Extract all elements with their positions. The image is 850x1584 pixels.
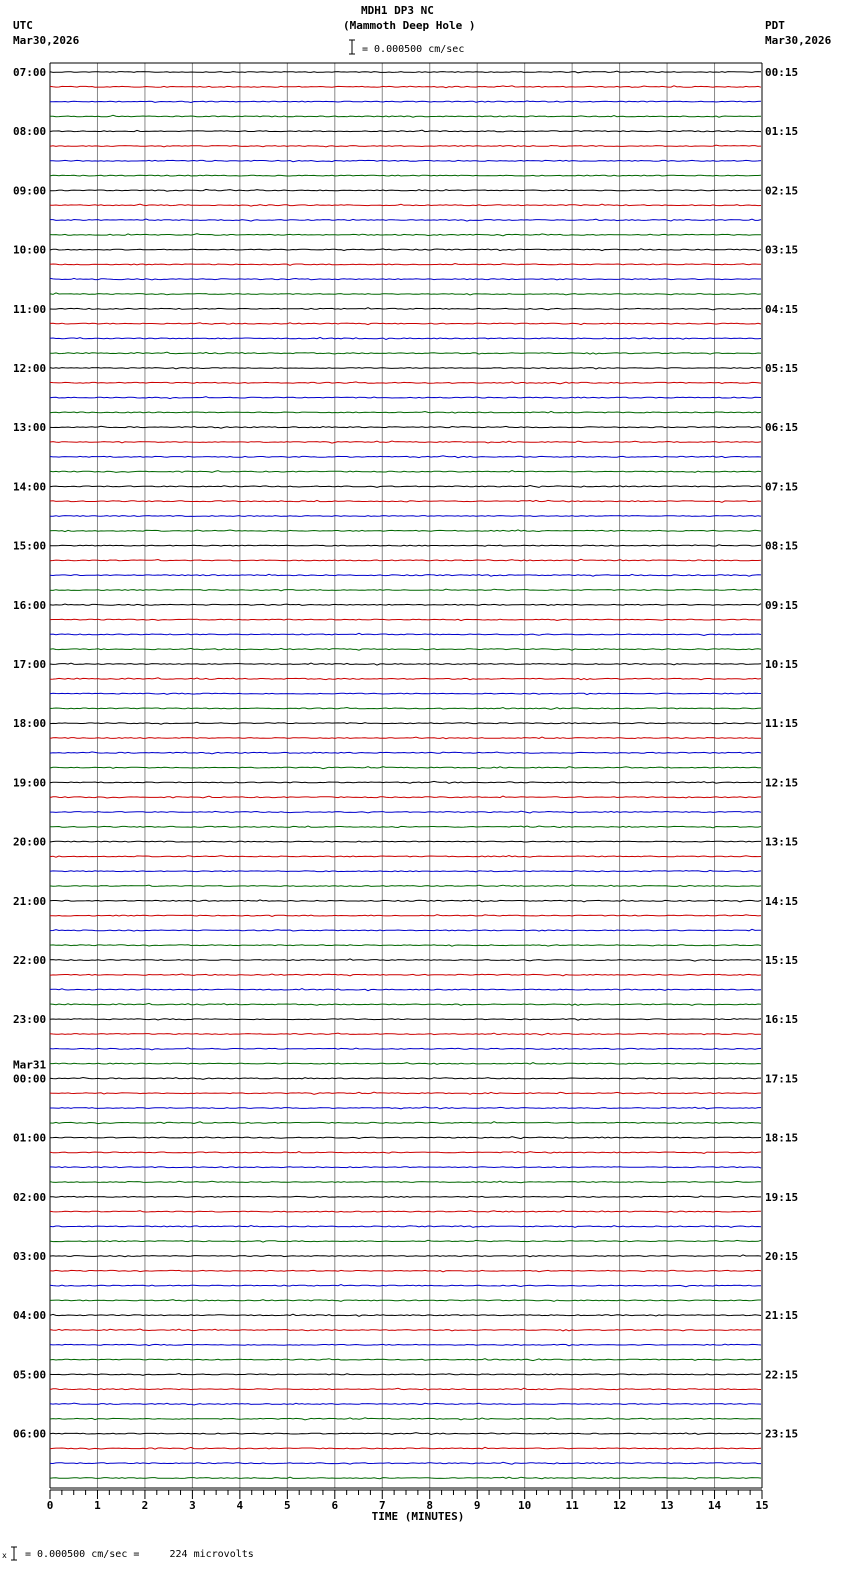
trace-line xyxy=(50,397,761,399)
trace-line xyxy=(50,175,761,176)
left-timezone: UTC xyxy=(13,19,33,32)
hour-label-pdt: 07:15 xyxy=(765,480,799,494)
trace-line xyxy=(50,130,761,132)
trace-line xyxy=(50,1196,761,1197)
right-date: Mar30,2026 xyxy=(765,34,832,47)
x-tick-label: 11 xyxy=(565,1499,579,1512)
footer-scale-bar-icon xyxy=(11,1547,17,1560)
hour-label-utc: 18:00 xyxy=(13,717,47,731)
hour-label-pdt: 19:15 xyxy=(765,1190,799,1204)
trace-line xyxy=(50,870,761,871)
hour-label-pdt: 00:15 xyxy=(765,66,799,79)
minute-grid xyxy=(50,63,762,1488)
station-title: MDH1 DP3 NC xyxy=(361,4,434,17)
trace-line xyxy=(50,1300,761,1302)
hour-label-utc: 16:00 xyxy=(13,598,47,612)
hour-label-utc: 00:00 xyxy=(13,1072,47,1086)
trace-line xyxy=(50,589,761,591)
x-tick-label: 12 xyxy=(612,1499,627,1512)
trace-line xyxy=(50,160,761,161)
x-tick-label: 1 xyxy=(94,1499,101,1512)
trace-line xyxy=(50,1374,761,1376)
hour-label-utc: 14:00 xyxy=(13,480,47,494)
trace-line xyxy=(50,663,761,665)
hour-label-pdt: 16:15 xyxy=(765,1013,799,1027)
trace-line xyxy=(50,86,761,88)
trace-line xyxy=(50,1078,761,1080)
trace-line xyxy=(50,545,761,546)
hour-label-utc: 05:00 xyxy=(13,1368,47,1382)
trace-line xyxy=(50,1255,761,1257)
x-tick-label: 15 xyxy=(755,1499,769,1512)
trace-line xyxy=(50,1314,761,1316)
trace-line xyxy=(50,530,761,532)
hour-label-pdt: 20:15 xyxy=(765,1250,799,1263)
trace-line xyxy=(50,367,761,369)
left-date: Mar30,2026 xyxy=(13,34,80,47)
hour-label-utc: 01:00 xyxy=(13,1131,47,1145)
trace-line xyxy=(50,234,761,236)
hour-label-pdt: 08:15 xyxy=(765,539,799,553)
scale-bar-icon xyxy=(349,40,355,54)
trace-line xyxy=(50,900,761,902)
trace-line xyxy=(50,1092,761,1094)
trace-line xyxy=(50,249,761,251)
trace-line xyxy=(50,323,761,325)
trace-line xyxy=(50,456,761,458)
x-tick-label: 13 xyxy=(660,1499,674,1512)
trace-line xyxy=(50,811,761,813)
hour-label-pdt: 22:15 xyxy=(765,1368,799,1382)
hour-label-pdt: 03:15 xyxy=(765,243,799,257)
x-tick-label: 7 xyxy=(378,1499,386,1512)
hour-label-pdt: 14:15 xyxy=(765,894,799,908)
trace-line xyxy=(50,737,761,739)
x-tick-label: 9 xyxy=(473,1499,481,1512)
trace-line xyxy=(50,841,761,842)
trace-line xyxy=(50,1329,761,1331)
trace-line xyxy=(50,293,761,295)
trace-line xyxy=(50,929,761,931)
trace-line xyxy=(50,219,761,221)
hour-label-pdt: 05:15 xyxy=(765,362,799,375)
trace-line xyxy=(50,1019,761,1021)
x-tick-label: 10 xyxy=(518,1499,532,1512)
trace-line xyxy=(50,101,761,103)
hour-label-utc: 11:00 xyxy=(13,302,47,316)
trace-line xyxy=(50,693,761,695)
trace-line xyxy=(50,574,761,576)
trace-line xyxy=(50,1359,761,1361)
trace-line xyxy=(50,1181,761,1183)
x-axis-label: TIME (MINUTES) xyxy=(371,1510,465,1523)
hour-label-utc: 12:00 xyxy=(13,362,47,375)
hour-label-utc: 13:00 xyxy=(13,421,47,435)
x-tick-label: 14 xyxy=(707,1499,722,1512)
trace-line xyxy=(50,426,761,428)
trace-line xyxy=(50,486,761,488)
hour-label-utc: 03:00 xyxy=(13,1250,47,1263)
trace-line xyxy=(50,826,761,828)
x-tick-label: 2 xyxy=(141,1499,149,1512)
hour-label-pdt: 11:15 xyxy=(765,717,799,731)
trace-line xyxy=(50,633,761,635)
hour-label-utc: 19:00 xyxy=(13,776,47,790)
trace-line xyxy=(50,1003,761,1005)
trace-line xyxy=(50,71,761,73)
hour-label-utc: 17:00 xyxy=(13,658,47,671)
trace-line xyxy=(50,204,761,206)
hour-label-utc: 06:00 xyxy=(13,1427,47,1441)
hour-label-utc: 04:00 xyxy=(13,1309,47,1323)
trace-line xyxy=(50,1270,761,1271)
trace-line xyxy=(50,1462,761,1464)
trace-line xyxy=(50,1447,761,1449)
trace-line xyxy=(50,189,761,191)
trace-line xyxy=(50,781,761,783)
hour-label-utc: 08:00 xyxy=(13,125,47,139)
hour-label-pdt: 15:15 xyxy=(765,954,799,967)
hour-label-pdt: 04:15 xyxy=(765,302,799,316)
trace-line xyxy=(50,796,761,798)
hour-label-utc: 23:00 xyxy=(13,1013,47,1027)
x-tick-label: 4 xyxy=(236,1499,244,1512)
trace-line xyxy=(50,264,761,266)
trace-line xyxy=(50,1211,761,1213)
hour-label-utc: 10:00 xyxy=(13,243,47,257)
hour-label-utc: 22:00 xyxy=(13,954,47,967)
trace-line xyxy=(50,1167,761,1168)
trace-line xyxy=(50,115,761,117)
scale-label: = 0.000500 cm/sec xyxy=(362,44,465,55)
trace-line xyxy=(50,722,761,724)
trace-line xyxy=(50,619,761,620)
hour-label-pdt: 10:15 xyxy=(765,658,799,671)
trace-group xyxy=(50,71,761,1479)
trace-line xyxy=(50,1418,761,1420)
trace-line xyxy=(50,767,761,769)
trace-line xyxy=(50,1388,761,1390)
trace-line xyxy=(50,278,761,280)
trace-line xyxy=(50,1033,761,1035)
trace-line xyxy=(50,500,761,502)
trace-line xyxy=(50,1240,761,1242)
hour-label-pdt: 21:15 xyxy=(765,1309,799,1323)
trace-line xyxy=(50,337,761,339)
x-tick-label: 0 xyxy=(46,1499,54,1512)
trace-line xyxy=(50,1477,761,1479)
trace-line xyxy=(50,145,761,147)
trace-line xyxy=(50,1433,761,1435)
x-tick-label: 5 xyxy=(284,1499,291,1512)
hour-label-pdt: 18:15 xyxy=(765,1131,799,1145)
hour-label-utc: 09:00 xyxy=(13,184,47,198)
trace-line xyxy=(50,516,761,517)
footer-marker: x xyxy=(2,1551,7,1560)
trace-line xyxy=(50,441,761,443)
trace-line xyxy=(50,1152,761,1154)
trace-line xyxy=(50,885,761,887)
trace-line xyxy=(50,382,761,384)
trace-line xyxy=(50,1403,761,1405)
hour-label-utc: 07:00 xyxy=(13,66,47,79)
hour-label-pdt: 09:15 xyxy=(765,598,799,612)
trace-line xyxy=(50,1344,761,1346)
trace-line xyxy=(50,352,761,354)
trace-line xyxy=(50,752,761,754)
trace-line xyxy=(50,411,761,413)
hour-label-pdt: 12:15 xyxy=(765,776,799,790)
trace-line xyxy=(50,1063,761,1065)
hour-label-pdt: 02:15 xyxy=(765,184,799,198)
trace-line xyxy=(50,604,761,606)
trace-line xyxy=(50,974,761,976)
trace-line xyxy=(50,708,761,710)
trace-line xyxy=(50,915,761,917)
hour-label-utc: 15:00 xyxy=(13,539,47,553)
x-tick-label: 3 xyxy=(189,1499,196,1512)
right-timezone: PDT xyxy=(765,19,785,32)
trace-line xyxy=(50,959,761,961)
trace-line xyxy=(50,1122,761,1124)
trace-line xyxy=(50,678,761,680)
trace-line xyxy=(50,856,761,858)
trace-line xyxy=(50,1285,761,1287)
site-title: (Mammoth Deep Hole ) xyxy=(343,19,476,32)
hour-label-utc: 02:00 xyxy=(13,1190,47,1204)
hour-label-pdt: 23:15 xyxy=(765,1427,799,1441)
trace-line xyxy=(50,989,761,991)
trace-line xyxy=(50,308,761,310)
hour-label-pdt: 17:15 xyxy=(765,1072,799,1086)
trace-line xyxy=(50,1048,761,1050)
trace-line xyxy=(50,471,761,473)
hour-label-pdt: 01:15 xyxy=(765,125,799,139)
trace-line xyxy=(50,945,761,946)
trace-line xyxy=(50,1226,761,1228)
trace-line xyxy=(50,559,761,561)
x-tick-label: 6 xyxy=(331,1499,339,1512)
x-axis xyxy=(47,1490,769,1523)
trace-line xyxy=(50,648,761,650)
footer-scale-note: = 0.000500 cm/sec = 224 microvolts xyxy=(25,1549,254,1560)
hour-label-utc: 21:00 xyxy=(13,894,47,908)
trace-line xyxy=(50,1137,761,1139)
trace-line xyxy=(50,1107,761,1109)
date-change-label: Mar31 xyxy=(13,1058,47,1072)
hour-label-utc: 20:00 xyxy=(13,835,47,849)
x-tick-label: 8 xyxy=(426,1499,434,1512)
hour-label-pdt: 06:15 xyxy=(765,421,799,435)
hour-label-pdt: 13:15 xyxy=(765,835,799,849)
